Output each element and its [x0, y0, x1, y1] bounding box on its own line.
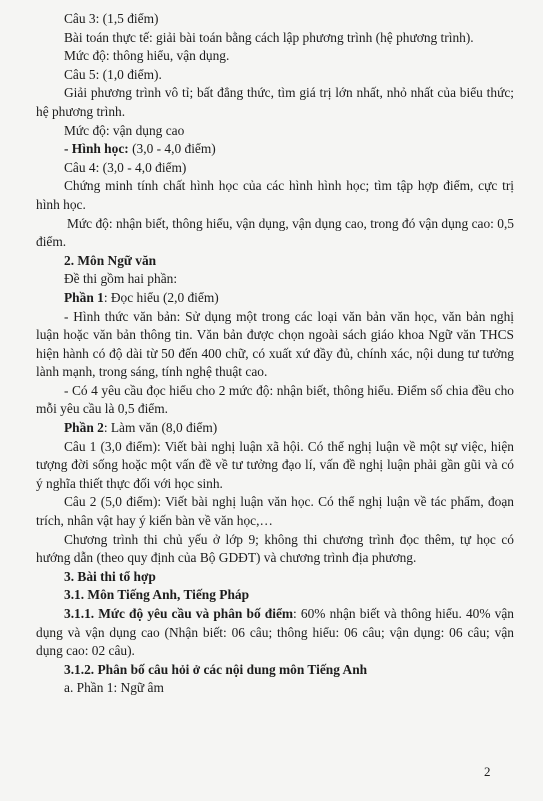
paragraph: Phần 2: Làm văn (8,0 điểm) [64, 420, 218, 436]
document-body [36, 10, 514, 698]
subsection-heading: 3.1.2. Phân bố câu hỏi ở các nội dung môn Tiếng Anh [64, 661, 368, 677]
section-heading: 3.1. Môn Tiếng Anh, Tiếng Pháp [64, 587, 250, 603]
paragraph: Câu 3: (1,5 điểm) [64, 11, 159, 26]
paragraph: Phần 1: Đọc hiểu (2,0 điểm) [64, 289, 219, 305]
paragraph: Câu 2 (5,0 điểm): Viết bài nghị luận văn học. Có thể nghị luận về tác phẩm, đoạn trích, nhân vật hay ý kiến bàn về văn học,… [36, 494, 514, 529]
paragraph: - Hình học: (3,0 - 4,0 điểm) [64, 141, 216, 157]
paragraph: Bài toán thực tế: giải bài toán bằng cách lập phương trình (hệ phương trình). [64, 29, 474, 45]
page-number: 2 [484, 764, 491, 779]
paragraph: Mức độ: vận dụng cao [64, 122, 185, 138]
paragraph: a. Phần 1: Ngữ âm [64, 680, 164, 696]
paragraph: Câu 5: (1,0 điểm). [64, 66, 162, 82]
subsection-heading: 3.1.1. Mức độ yêu cầu và phân bố điểm [64, 606, 294, 621]
paragraph: - Hình thức văn bản: Sử dụng một trong các loại văn bản văn học, văn bản nghị luận hoặc văn bản thông tin. Văn bản được chọn ngoài sách giáo khoa Ngữ văn THCS hiện hành có độ dài từ 50 đến 400 chữ, có xuất xứ đầy đủ, chính xác, nội dung tư tưởng lành mạnh, trong sáng, tính nghệ thuật cao. [36, 308, 514, 380]
part-heading: Phần 2 [64, 420, 104, 436]
paragraph: Mức độ: thông hiểu, vận dụng. [64, 48, 230, 64]
paragraph: Chương trình thi chủ yếu ở lớp 9; không thi chương trình đọc thêm, tự học có hướng dẫn (theo quy định của Bộ GDĐT) và chương trình địa phương. [36, 531, 514, 566]
paragraph: Mức độ: nhận biết, thông hiểu, vận dụng, vận dụng cao, trong đó vận dụng cao: 0,5 điểm. [36, 215, 514, 250]
paragraph: Giải phương trình vô tỉ; bất đẳng thức, tìm giá trị lớn nhất, nhỏ nhất của biểu thức; hệ phương trình. [36, 85, 514, 119]
section-heading: 3. Bài thi tổ hợp [64, 568, 156, 584]
paragraph: Câu 4: (3,0 - 4,0 điểm) [64, 159, 187, 175]
paragraph: - Có 4 yêu cầu đọc hiểu cho 2 mức độ: nhận biết, thông hiểu. Điểm số chia đều cho mỗi yêu cầu là 0,5 điểm. [36, 382, 514, 417]
paragraph: Đề thi gồm hai phần: [64, 271, 178, 287]
paragraph: Câu 1 (3,0 điểm): Viết bài nghị luận xã hội. Có thể nghị luận về một sự việc, hiện tượng đời sống hoặc một vấn đề về tư tưởng đạo lí, vấn đề nghị luận phải gần gũi và có ý nghĩa thiết thực đối với học sinh. [36, 438, 514, 491]
paragraph: 3.1.1. Mức độ yêu cầu và phân bố điểm: 60% nhận biết và thông hiểu. 40% vận dụng và vận dụng cao (Nhận biết: 06 câu; thông hiểu: 06 câu; vận dụng: 06 câu; vận dụng cao: 02 câu). [36, 606, 514, 659]
paragraph: Chứng minh tính chất hình học của các hình hình học; tìm tập hợp điểm, cực trị hình học. [36, 178, 514, 212]
section-heading: - Hình học: [64, 141, 129, 157]
section-heading: 2. Môn Ngữ văn [64, 252, 157, 268]
part-heading: Phần 1 [64, 289, 104, 305]
